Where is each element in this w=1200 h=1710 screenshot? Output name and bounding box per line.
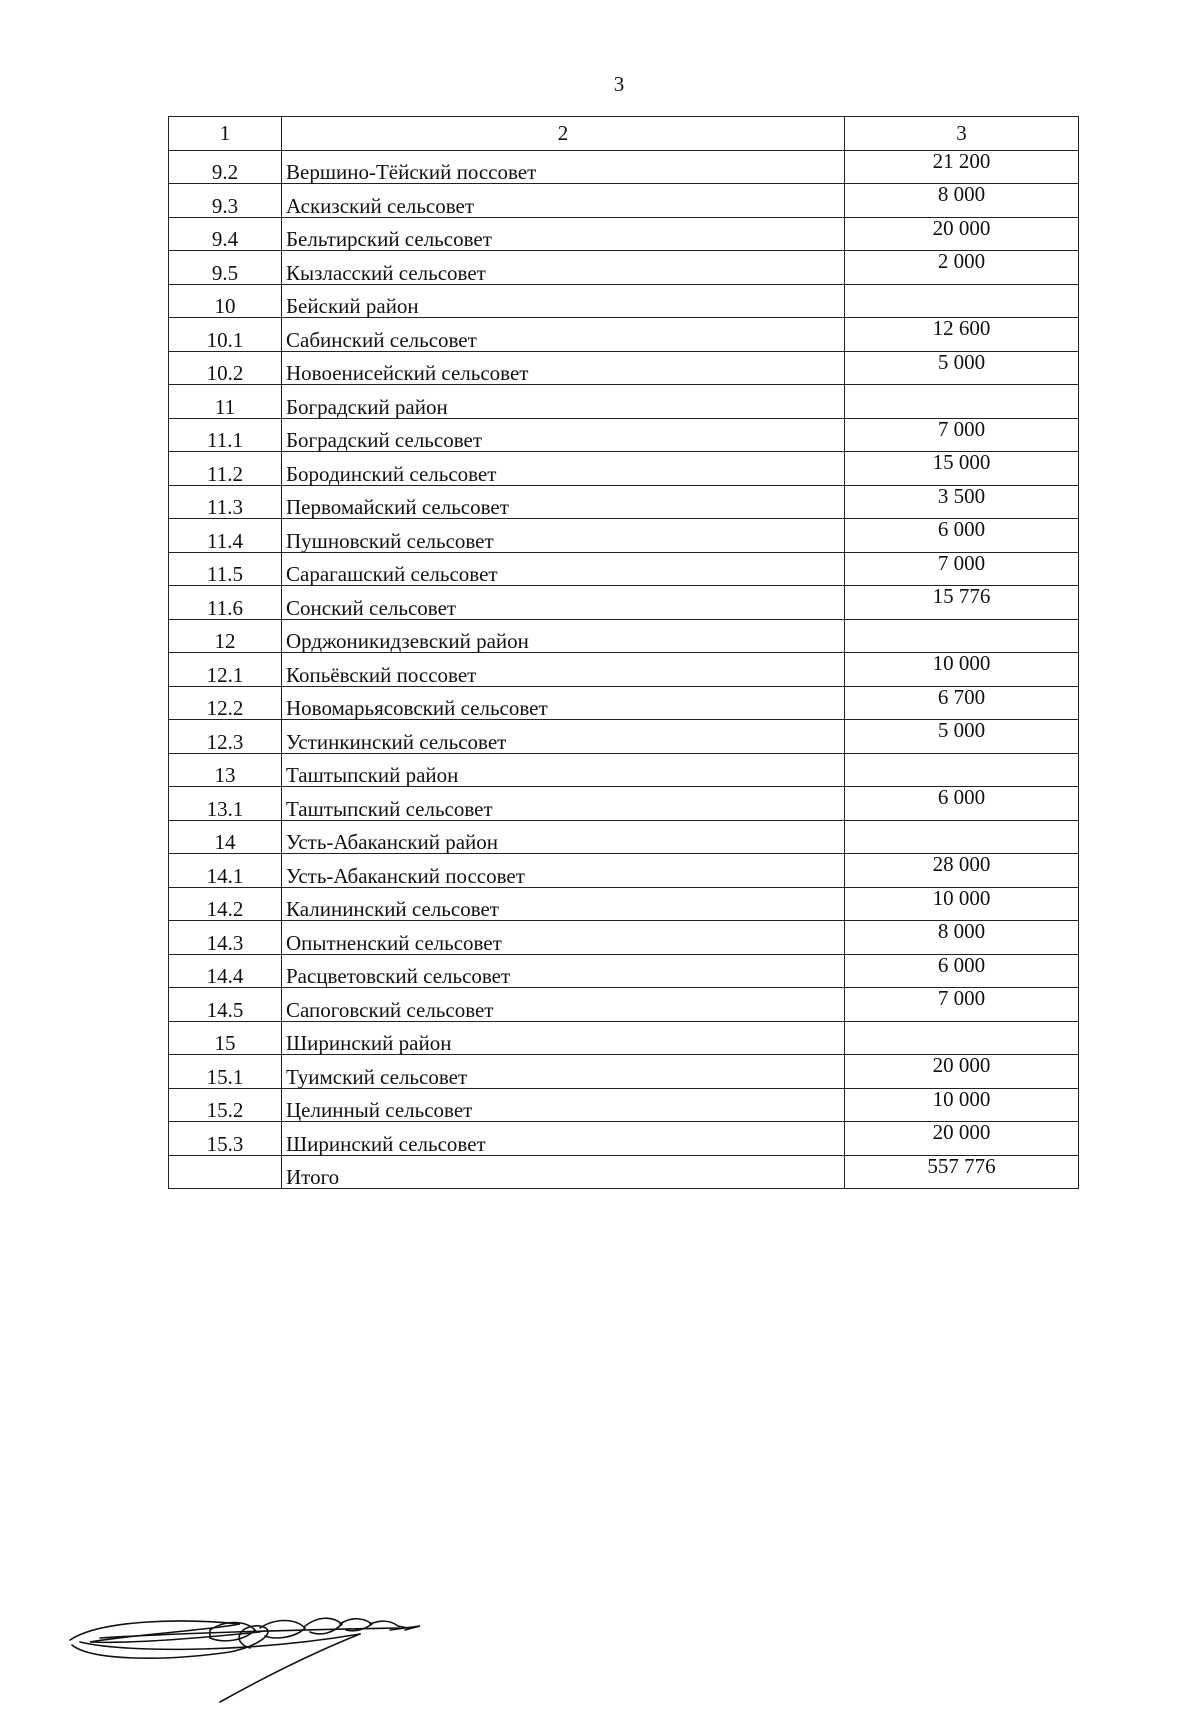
row-value-cell: 7 000 [845,988,1079,1022]
table-row [169,251,1079,285]
row-name-cell: Ширинский район [282,1021,845,1055]
signature-image [60,1590,460,1710]
row-name-cell: Расцветовский сельсовет [282,954,845,988]
row-value-cell: 20 000 [845,1055,1079,1089]
row-number-cell: 15.1 [169,1055,282,1089]
table-row [169,318,1079,352]
row-value-cell [845,385,1079,419]
table-row [169,217,1079,251]
row-number-cell: 9.5 [169,251,282,285]
row-number-cell: 11 [169,385,282,419]
row-name-cell: Туимский сельсовет [282,1055,845,1089]
row-number-cell: 12 [169,619,282,653]
table-row [169,184,1079,218]
row-number-cell: 14.1 [169,854,282,888]
row-name-cell: Калининский сельсовет [282,887,845,921]
row-name-cell: Бейский район [282,284,845,318]
row-name-cell: Сонский сельсовет [282,586,845,620]
row-number-cell: 14.5 [169,988,282,1022]
row-value-cell: 2 000 [845,251,1079,285]
table-row [169,150,1079,184]
row-number-cell: 9.3 [169,184,282,218]
table-row [169,1021,1079,1055]
row-number-cell: 11.3 [169,485,282,519]
row-value-cell: 15 776 [845,586,1079,620]
table-row [169,887,1079,921]
row-number-cell: 14.2 [169,887,282,921]
row-value-cell: 6 000 [845,519,1079,553]
table-row [169,485,1079,519]
header-cell-3: 3 [845,117,1079,151]
row-name-cell: Бельтирский сельсовет [282,217,845,251]
row-name-cell: Ширинский сельсовет [282,1122,845,1156]
row-name-cell: Сарагашский сельсовет [282,552,845,586]
row-number-cell: 9.2 [169,150,282,184]
row-name-cell: Боградский сельсовет [282,418,845,452]
row-value-cell: 8 000 [845,921,1079,955]
table-row [169,921,1079,955]
table-row [169,988,1079,1022]
row-name-cell: Сабинский сельсовет [282,318,845,352]
row-number-cell: 11.2 [169,452,282,486]
table-row [169,1055,1079,1089]
row-name-cell: Итого [282,1155,845,1189]
table-row [169,1155,1079,1189]
row-number-cell: 13 [169,753,282,787]
row-number-cell: 15.3 [169,1122,282,1156]
row-name-cell: Кызласский сельсовет [282,251,845,285]
allocation-table [168,116,1079,1189]
row-name-cell: Таштыпский сельсовет [282,787,845,821]
row-number-cell: 15 [169,1021,282,1055]
row-name-cell: Первомайский сельсовет [282,485,845,519]
row-value-cell: 20 000 [845,1122,1079,1156]
row-number-cell: 12.2 [169,686,282,720]
row-value-cell: 20 000 [845,217,1079,251]
row-name-cell: Сапоговский сельсовет [282,988,845,1022]
table-row [169,1122,1079,1156]
row-value-cell [845,1021,1079,1055]
row-value-cell [845,820,1079,854]
row-number-cell: 10.2 [169,351,282,385]
table-row [169,854,1079,888]
row-number-cell: 10 [169,284,282,318]
table-row [169,787,1079,821]
row-name-cell: Бородинский сельсовет [282,452,845,486]
row-name-cell: Новоенисейский сельсовет [282,351,845,385]
row-value-cell: 7 000 [845,418,1079,452]
table-row [169,1088,1079,1122]
row-name-cell: Таштыпский район [282,753,845,787]
table-row [169,586,1079,620]
row-number-cell: 11.6 [169,586,282,620]
header-cell-2: 2 [282,117,845,151]
row-value-cell: 7 000 [845,552,1079,586]
table-row [169,720,1079,754]
table-row [169,284,1079,318]
table-row [169,351,1079,385]
row-name-cell: Аскизский сельсовет [282,184,845,218]
row-value-cell: 3 500 [845,485,1079,519]
row-value-cell [845,619,1079,653]
row-value-cell: 6 000 [845,787,1079,821]
row-value-cell: 6 700 [845,686,1079,720]
row-name-cell: Боградский район [282,385,845,419]
row-number-cell: 12.3 [169,720,282,754]
row-name-cell: Устинкинский сельсовет [282,720,845,754]
row-value-cell [845,284,1079,318]
row-value-cell: 5 000 [845,351,1079,385]
row-number-cell: 9.4 [169,217,282,251]
row-number-cell [169,1155,282,1189]
row-number-cell: 13.1 [169,787,282,821]
row-number-cell: 12.1 [169,653,282,687]
table-row [169,653,1079,687]
table-row [169,418,1079,452]
table-row [169,820,1079,854]
table-row [169,619,1079,653]
row-name-cell: Пушновский сельсовет [282,519,845,553]
table-row [169,519,1079,553]
row-value-cell: 12 600 [845,318,1079,352]
row-number-cell: 11.1 [169,418,282,452]
header-cell-1: 1 [169,117,282,151]
row-value-cell: 28 000 [845,854,1079,888]
row-name-cell: Опытненский сельсовет [282,921,845,955]
row-value-cell: 10 000 [845,887,1079,921]
row-value-cell: 557 776 [845,1155,1079,1189]
row-name-cell: Орджоникидзевский район [282,619,845,653]
row-number-cell: 14 [169,820,282,854]
table-row [169,385,1079,419]
table-row [169,686,1079,720]
row-value-cell: 15 000 [845,452,1079,486]
row-value-cell: 10 000 [845,653,1079,687]
row-name-cell: Копьёвский поссовет [282,653,845,687]
row-value-cell: 6 000 [845,954,1079,988]
row-name-cell: Усть-Абаканский поссовет [282,854,845,888]
row-number-cell: 14.4 [169,954,282,988]
row-number-cell: 14.3 [169,921,282,955]
page-number: 3 [613,72,625,96]
row-value-cell: 10 000 [845,1088,1079,1122]
row-name-cell: Вершино-Тёйский поссовет [282,150,845,184]
row-value-cell [845,753,1079,787]
row-value-cell: 8 000 [845,184,1079,218]
table-row [169,552,1079,586]
row-number-cell: 11.4 [169,519,282,553]
row-name-cell: Усть-Абаканский район [282,820,845,854]
row-name-cell: Целинный сельсовет [282,1088,845,1122]
table-row [169,452,1079,486]
row-number-cell: 15.2 [169,1088,282,1122]
row-number-cell: 11.5 [169,552,282,586]
table-header-row [169,117,1079,151]
row-number-cell: 10.1 [169,318,282,352]
row-value-cell: 21 200 [845,150,1079,184]
row-value-cell: 5 000 [845,720,1079,754]
table-row [169,954,1079,988]
table-row [169,753,1079,787]
row-name-cell: Новомарьясовский сельсовет [282,686,845,720]
